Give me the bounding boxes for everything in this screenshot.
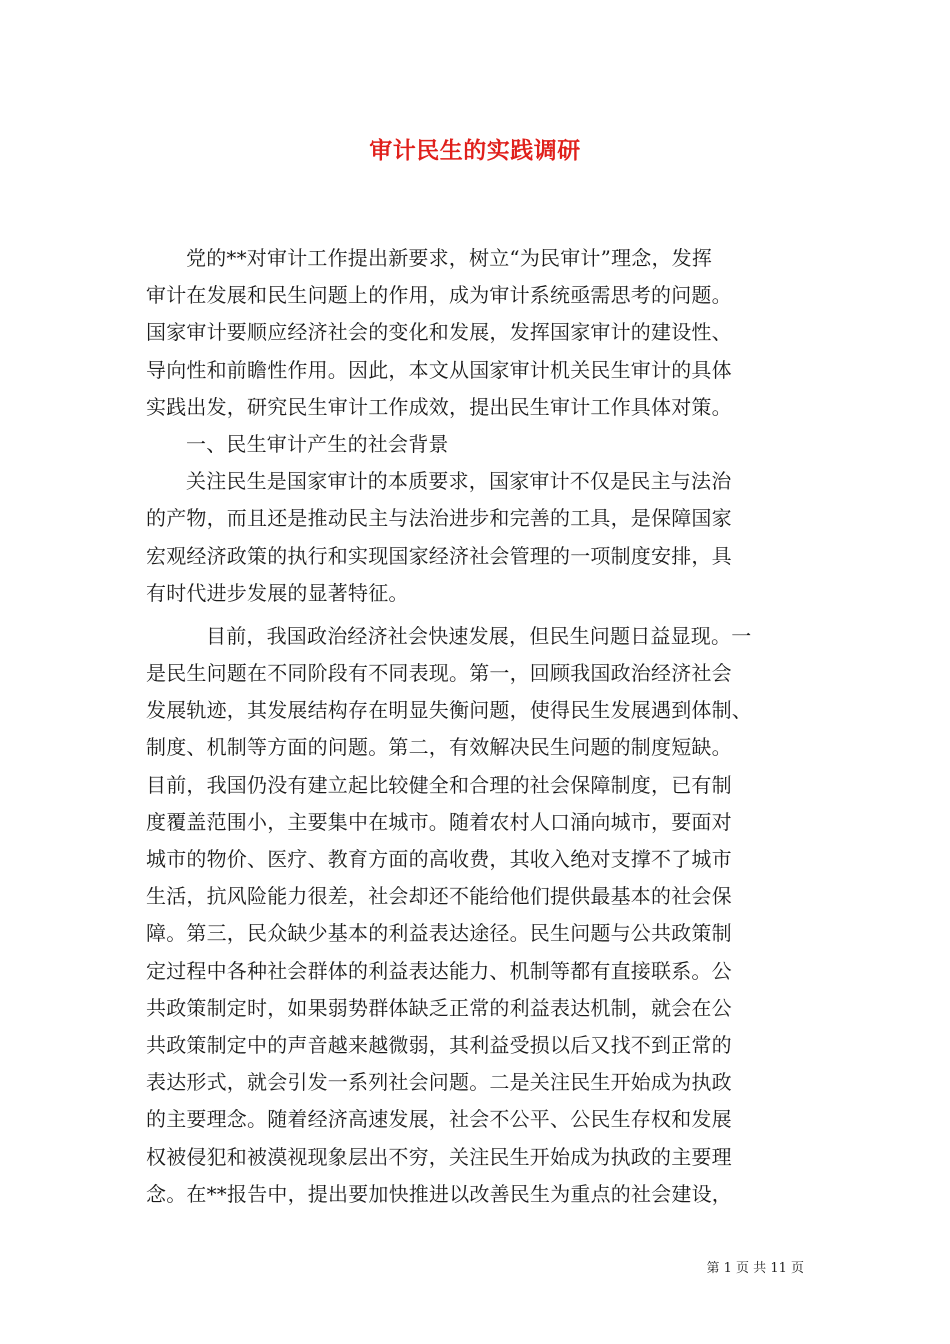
paragraph-line: 制度、机制等方面的问题。第二，有效解决民生问题的制度短缺。 bbox=[146, 735, 732, 760]
paragraph-line: 有时代进步发展的显著特征。 bbox=[146, 580, 409, 605]
paragraph-line: 定过程中各种社会群体的利益表达能力、机制等都有直接联系。公 bbox=[146, 958, 732, 983]
document-body bbox=[146, 240, 816, 1213]
section-heading: 一、民生审计产生的社会背景 bbox=[186, 431, 449, 456]
paragraph-line: 国家审计要顺应经济社会的变化和发展，发挥国家审计的建设性、 bbox=[146, 320, 732, 345]
paragraph-line: 发展轨迹，其发展结构存在明显失衡问题，使得民生发展遇到体制、 bbox=[146, 698, 752, 723]
paragraph-line: 度覆盖范围小，主要集中在城市。随着农村人口涌向城市，要面对 bbox=[146, 809, 732, 834]
paragraph-line: 权被侵犯和被漠视现象层出不穷，关注民生开始成为执政的主要理 bbox=[146, 1144, 732, 1169]
paragraph-line: 的产物，而且还是推动民主与法治进步和完善的工具，是保障国家 bbox=[146, 506, 732, 531]
document-title: 审计民生的实践调研 bbox=[369, 137, 581, 164]
paragraph-line: 共政策制定中的声音越来越微弱，其利益受损以后又找不到正常的 bbox=[146, 1032, 732, 1057]
paragraph-line: 导向性和前瞻性作用。因此，本文从国家审计机关民生审计的具体 bbox=[146, 357, 732, 382]
page-number-footer: 第 1 页 共 11 页 bbox=[706, 1261, 804, 1276]
paragraph-line: 关注民生是国家审计的本质要求，国家审计不仅是民主与法治 bbox=[186, 469, 732, 494]
paragraph-line: 实践出发，研究民生审计工作成效，提出民生审计工作具体对策。 bbox=[146, 394, 732, 419]
paragraph-line: 目前，我国政治经济社会快速发展，但民生问题日益显现。一 bbox=[206, 623, 752, 648]
paragraph-line: 生活，抗风险能力很差，社会却还不能给他们提供最基本的社会保 bbox=[146, 884, 732, 909]
paragraph-line: 障。第三，民众缺少基本的利益表达途径。民生问题与公共政策制 bbox=[146, 921, 732, 946]
paragraph-line: 宏观经济政策的执行和实现国家经济社会管理的一项制度安排，具 bbox=[146, 543, 732, 568]
paragraph-line: 审计在发展和民生问题上的作用，成为审计系统亟需思考的问题。 bbox=[146, 283, 732, 308]
paragraph-line: 目前，我国仍没有建立起比较健全和合理的社会保障制度，已有制 bbox=[146, 772, 732, 797]
paragraph-line: 城市的物价、医疗、教育方面的高收费，其收入绝对支撑不了城市 bbox=[146, 847, 732, 871]
paragraph-line: 是民生问题在不同阶段有不同表现。第一，回顾我国政治经济社会 bbox=[146, 661, 732, 686]
paragraph-line: 共政策制定时，如果弱势群体缺乏正常的利益表达机制，就会在公 bbox=[146, 995, 732, 1020]
paragraph-line: 的主要理念。随着经济高速发展，社会不公平、公民生存权和发展 bbox=[146, 1107, 732, 1132]
paragraph-line: 念。在**报告中，提出要加快推进以改善民生为重点的社会建设， bbox=[146, 1181, 732, 1206]
paragraph-line: 党的**对审计工作提出新要求，树立“为民审计”理念，发挥 bbox=[186, 246, 713, 270]
paragraph-line: 表达形式，就会引发一系列社会问题。二是关注民生开始成为执政 bbox=[146, 1070, 732, 1095]
